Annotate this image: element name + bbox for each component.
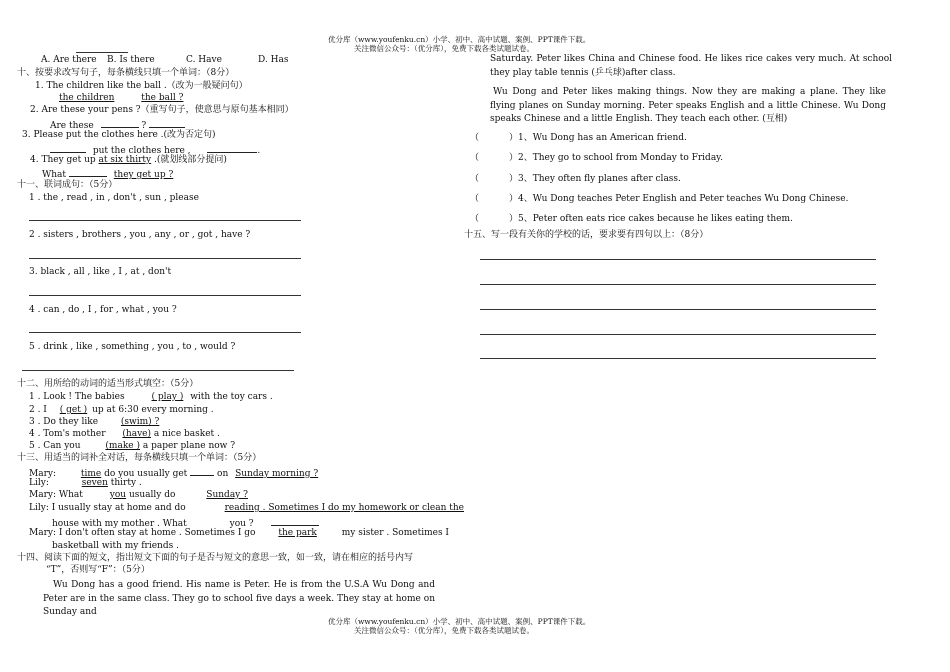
section-13-title: 十三、用适当的词补全对话，每条横线只填一个单词：（5分） — [17, 453, 262, 463]
speaker-mary: Mary: — [29, 469, 56, 479]
s12-q3-blank[interactable]: (swim) ? — [120, 417, 160, 427]
s13-text-1: do you usually get — [104, 469, 188, 479]
s11-item-2: 2 . sisters , brothers , you , any , or , got , have ? — [29, 230, 251, 240]
answer-line[interactable] — [29, 295, 301, 296]
s10-q4-text: 4. They get up — [30, 155, 96, 165]
s10-q3: 3. Please put the clothes here .(改为否定句) — [22, 130, 216, 140]
s11-item-4: 4 . can , do , I , for , what , you ? — [29, 305, 177, 315]
s14-statement-5: ）5、Peter often eats rice cakes because he likes eating them. — [509, 214, 793, 224]
s12-q2-tail: up at 6:30 every morning . — [92, 405, 214, 415]
answer-blank[interactable] — [207, 143, 257, 153]
s10-q4-underlined: at six thirty — [98, 155, 152, 165]
s10-q4-answer — [42, 167, 173, 181]
answer-blank[interactable] — [76, 52, 128, 53]
answer-blank[interactable] — [50, 143, 86, 153]
s14-item-4 — [470, 194, 848, 205]
choice-b: B. Is there — [107, 55, 155, 65]
answer-blank[interactable] — [101, 118, 139, 128]
speaker-lily: Lily: — [29, 478, 49, 488]
s10-q1: 1. The children like the ball .（改为一般疑问句） — [35, 81, 248, 91]
answer-blank[interactable] — [69, 167, 107, 177]
s12-q4-blank[interactable]: (have) — [122, 429, 151, 439]
s10-q1-answer — [49, 93, 183, 104]
footer-line-2: 关注微信公众号：（优分库），免费下载各类试题试卷。 — [354, 626, 534, 635]
s10-q3-answer: put the clothes here , . — [50, 143, 260, 157]
s13-blank-6[interactable]: reading . Sometimes I do my homework or clean the — [224, 503, 464, 513]
writing-line[interactable] — [480, 259, 876, 260]
paren-open: （ — [470, 153, 480, 163]
s14-passage-3: Wu Dong and Peter likes making things. Now they are making a plane. They like flying planes on Sunday morning. Peter speaks English and a little Chinese. Wu Dong speaks Chinese and a little English. They teach each other. (互相) — [490, 87, 886, 124]
paren-open: （ — [470, 133, 480, 143]
s13-line-2 — [29, 478, 142, 489]
s12-q4-text: 4 . Tom's mother — [29, 429, 106, 439]
s12-q4-tail: a nice basket . — [153, 429, 220, 439]
section-14-title-2: “T”，否则写“F”：（5分） — [46, 565, 150, 575]
s14-passage-2: Saturday. Peter likes China and Chinese food. He likes rice cakes very much. At school they play table tennis (乒乓球)after class. — [490, 54, 892, 78]
s13-text-11: basketball with my friends . — [52, 541, 179, 551]
s10-q4 — [30, 155, 227, 166]
s14-item-5 — [470, 214, 793, 225]
s14-item-3 — [470, 174, 681, 185]
s13-text-4: Mary: What — [29, 490, 83, 500]
s13-blank-5[interactable]: Sunday ? — [206, 490, 248, 500]
s14-passage-1: Wu Dong has a good friend. His name is Peter. He is from the U.S.A Wu Dong and Peter are in the same class. They go to school five days a week. They stay at home on Sunday and — [43, 580, 435, 617]
s12-q2-text: 2 . I — [29, 405, 47, 415]
s11-item-1: 1 . the , read , in , don't , sun , please — [29, 193, 199, 203]
header-line-1: 优分库（www.youfenku.cn）小学、初中、高中试题、案例、PPT课件下载。 — [328, 35, 591, 44]
paren-open: （ — [470, 194, 480, 204]
s10-q3-label: put the clothes here , — [92, 146, 191, 156]
s12-q5-blank[interactable]: (make ) — [105, 441, 140, 451]
choice-a: A. Are there — [41, 55, 97, 65]
s12-q1-blank[interactable]: ( play ) — [151, 392, 184, 402]
s14-statement-1: ）1、Wu Dong has an American friend. — [509, 133, 687, 143]
writing-line[interactable] — [480, 334, 876, 335]
section-11-title: 十一、联词成句：（5分） — [17, 180, 118, 190]
answer-line[interactable] — [29, 332, 301, 333]
answer-line[interactable] — [29, 220, 301, 221]
s13-blank-4[interactable]: you — [109, 490, 127, 500]
s14-statement-2: ）2、They go to school from Monday to Friday. — [509, 153, 723, 163]
choice-c: C. Have — [186, 55, 222, 65]
writing-line[interactable] — [480, 284, 876, 285]
s13-text-10: my sister . Sometimes I — [341, 528, 449, 538]
section-14-title: 十四、阅读下面的短文，指出短文下面的句子是否与短文的意思一致，如一致，请在相应的括号内写 — [17, 553, 414, 563]
s10-q4-instruction: .(就划线部分提问) — [153, 155, 227, 165]
s13-line-6 — [29, 528, 449, 539]
s13-blank-2[interactable]: Sunday morning ? — [235, 469, 319, 479]
s12-q3 — [29, 417, 159, 428]
section-15-title: 十五、写一段有关你的学校的话，要求要有四句以上：（8分） — [464, 230, 709, 240]
paren-open: （ — [470, 174, 480, 184]
s13-text-7: house with my mother . What — [52, 519, 187, 529]
s11-item-3: 3. black , all , like , I , at , don't — [29, 267, 172, 277]
s10-q2-label: Are these — [50, 121, 94, 131]
s14-item-2 — [470, 153, 723, 164]
s12-q1-text: 1 . Look ! The babies — [29, 392, 125, 402]
s12-q2 — [29, 405, 214, 416]
s12-q4 — [29, 429, 220, 440]
s13-line-3 — [29, 490, 256, 501]
s14-statement-3: ）3、They often fly planes after class. — [509, 174, 681, 184]
s13-line-4 — [29, 503, 464, 514]
s10-q2: 2. Are these your pens ?（重写句子，使意思与原句基本相同） — [30, 105, 294, 115]
s10-q1-answer-1[interactable]: the children — [59, 93, 115, 103]
answer-blank[interactable] — [149, 118, 185, 128]
footer-line-1: 优分库（www.youfenku.cn）小学、初中、高中试题、案例、PPT课件下载。 — [328, 617, 591, 626]
answer-blank[interactable] — [271, 516, 319, 526]
s13-blank-3[interactable]: seven — [81, 478, 108, 488]
s12-q1-tail: with the toy cars . — [190, 392, 273, 402]
answer-line[interactable] — [29, 258, 301, 259]
s10-q4-tail: they get up ? — [113, 170, 174, 180]
s12-q1 — [29, 392, 273, 403]
s13-text-3: thirty . — [110, 478, 142, 488]
s12-q5-text: 5 . Can you — [29, 441, 81, 451]
s13-text-2: on — [217, 469, 229, 479]
s10-q4-what: What — [42, 170, 67, 180]
s13-text-6: Lily: I usually stay at home and do — [29, 503, 186, 513]
s12-q5 — [29, 441, 235, 452]
answer-blank[interactable] — [190, 466, 214, 476]
choice-d: D. Has — [258, 55, 289, 65]
section-12-title: 十二、用所给的动词的适当形式填空：（5分） — [17, 379, 199, 389]
s13-line-7 — [52, 541, 179, 552]
answer-line[interactable] — [22, 370, 294, 371]
writing-line[interactable] — [480, 309, 876, 310]
s13-text-9: Mary: I don't often stay at home . Sometimes I go — [29, 528, 256, 538]
s13-blank-1[interactable]: time — [80, 469, 102, 479]
s13-blank-7[interactable]: the park — [278, 528, 317, 538]
s14-statement-4: ）4、Wu Dong teaches Peter English and Peter teaches Wu Dong Chinese. — [509, 194, 849, 204]
header-line-2: 关注微信公众号：（优分库），免费下载各类试题试卷。 — [354, 44, 534, 53]
s12-q2-blank[interactable]: ( get ) — [59, 405, 88, 415]
s13-text-5: usually do — [128, 490, 176, 500]
s12-q5-tail: a paper plane now ? — [142, 441, 236, 451]
s13-text-8: you ? — [229, 519, 254, 529]
writing-line[interactable] — [480, 358, 876, 359]
s10-q2-answer: Are these ? — [50, 118, 185, 132]
s14-item-1 — [470, 133, 687, 144]
paren-open: （ — [470, 214, 480, 224]
s12-q3-text: 3 . Do they like — [29, 417, 99, 427]
s11-item-5: 5 . drink , like , something , you , to , would ? — [29, 342, 236, 352]
section-10-title: 十、按要求改写句子，每条横线只填一个单词：（8分） — [17, 68, 235, 78]
s10-q1-answer-2[interactable]: the ball ? — [141, 93, 184, 103]
